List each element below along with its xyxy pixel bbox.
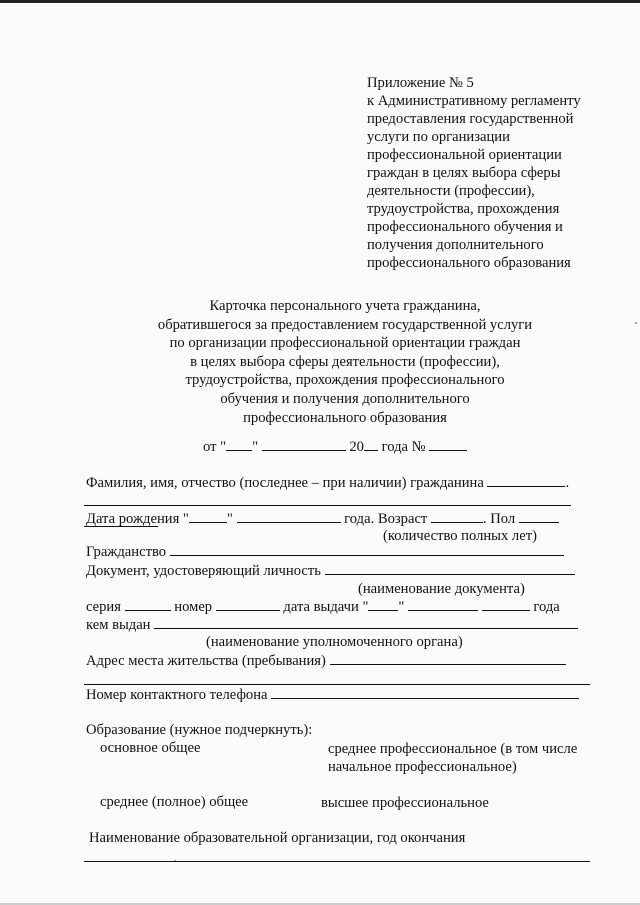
issue-day-field[interactable] [368,598,398,611]
issued-by-hint: (наименование уполномоченного органа) [206,634,463,650]
card-title-line: Карточка персонального учета гражданина, [209,298,481,314]
birth-label: Дата рождения " [86,511,189,527]
issue-year-label: года [533,599,560,615]
issued-by-label: кем выдан [86,617,151,633]
number-field[interactable] [216,598,280,611]
sex-field[interactable] [519,510,559,523]
address-label: Адрес места жительства (пребывания) [86,653,326,669]
card-title [100,297,590,427]
fio-end: . [565,475,570,491]
edu-option-secondary-vocational-cont[interactable]: начальное профессиональное) [328,759,517,775]
fio-line [86,474,569,492]
appendix-line: профессиональной ориентации [367,147,562,163]
appendix-line: предоставления государственной [367,111,574,127]
birth-month-field[interactable] [237,510,341,523]
card-title-line: по организации профессиональной ориентации граждан [169,335,521,352]
series-label: серия [86,599,121,615]
card-title-line: профессионального образования [243,409,447,426]
appendix-line: Приложение № 5 [367,75,474,91]
appendix-line: деятельности (профессии), [367,183,535,199]
card-title-line: в целях выбора сферы деятельности (профессии), [190,353,500,370]
issue-year-field[interactable] [482,598,530,611]
address-line [86,652,566,670]
date-suffix: года № [381,439,426,455]
citizenship-line [86,543,564,561]
phone-field[interactable] [271,686,579,699]
id-doc-field[interactable] [325,562,575,575]
edu-option-higher[interactable]: высшее профессиональное [321,795,489,811]
appendix-line: профессионального обучения и [367,219,563,235]
card-title-line: трудоустройства, прохождения профессионального [185,372,505,389]
appendix-header [367,74,627,272]
birth-quote: " [226,511,233,527]
appendix-line: услуги по организации [367,129,510,145]
month-field[interactable] [262,438,346,451]
card-title-line: обучения и получения дополнительного [220,390,470,407]
issued-by-field[interactable] [154,616,578,629]
age-hint: (количество полных лет) [383,528,537,544]
issued-by-line [86,616,578,634]
birth-label-underline [84,526,158,527]
id-doc-label: Документ, удостоверяющий личность [86,563,321,579]
card-number-field[interactable] [429,438,467,451]
date-quote: " [252,439,259,455]
institution-field[interactable] [84,861,590,862]
fio-field[interactable] [487,474,565,487]
phone-line [86,686,579,704]
edu-option-secondary-vocational[interactable]: среднее профессиональное (в том числе [328,741,578,757]
fio-field-continuation[interactable] [84,505,571,506]
appendix-line: получения дополнительного [367,237,544,253]
series-field[interactable] [125,598,171,611]
card-title-line: обратившегося за предоставлением государственной услуги [157,316,533,333]
appendix-line: трудоустройства, прохождения [367,201,560,217]
top-border [0,0,640,3]
edu-option-basic[interactable]: основное общее [100,740,201,756]
card-date-line [203,438,467,456]
appendix-line: профессионального образования [367,255,571,271]
issue-quote: " [398,599,405,615]
issue-month-field[interactable] [408,598,478,611]
sex-label: . Пол [482,511,516,527]
edu-option-secondary-full[interactable]: среднее (полное) общее [100,794,249,810]
phone-label: Номер контактного телефона [86,687,268,703]
series-line [86,598,560,616]
institution-label: Наименование образовательной организации, год окончания [89,830,466,846]
scan-speck [635,322,637,324]
citizenship-label: Гражданство [86,544,167,560]
year-field[interactable] [364,438,378,451]
appendix-line: к Административному регламенту [367,93,581,109]
fio-label: Фамилия, имя, отчество (последнее – при наличии) гражданина [86,475,484,491]
day-field[interactable] [226,438,252,451]
citizenship-field[interactable] [170,543,564,556]
birth-day-field[interactable] [189,510,227,523]
education-label: Образование (нужное подчеркнуть): [86,722,313,738]
id-doc-hint: (наименование документа) [358,581,525,597]
issue-date-label: дата выдачи " [283,599,369,615]
age-field[interactable] [431,510,483,523]
appendix-line: граждан в целях выбора сферы [367,165,561,181]
date-prefix: от " [203,439,227,455]
id-doc-line [86,562,575,580]
address-field[interactable] [330,652,566,665]
address-field-continuation[interactable] [84,684,590,685]
birth-year-label: года. Возраст [344,511,428,527]
date-year-prefix: 20 [349,439,364,455]
number-label: номер [174,599,213,615]
